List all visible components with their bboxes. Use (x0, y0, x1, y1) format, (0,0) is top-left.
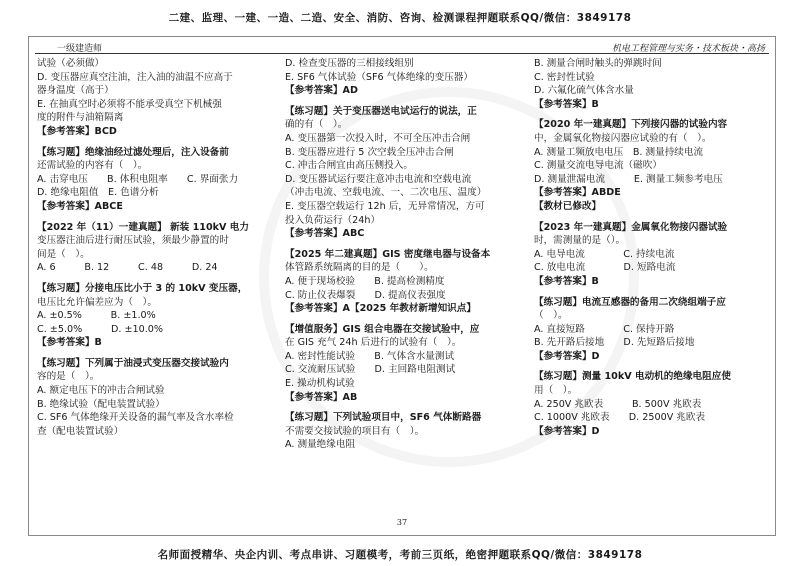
text-line: E. 操动机构试验 (285, 378, 355, 390)
text-line: 变压器注油后进行耐压试验，须最少静置的时 (37, 235, 229, 247)
text-line: 【练习题】下列属于油浸式变压器交接试验内 (37, 357, 229, 369)
text-line: 还需试验的内容有（ ）。 (37, 160, 148, 172)
text-line: 【增值服务】GIS 组合电器在交接试验中，应 (285, 323, 480, 335)
text-line: 确的有（ ）。 (285, 119, 348, 131)
text-line: A. 便于现场校验 B. 提高检测精度 (285, 275, 445, 287)
spacer (37, 275, 274, 282)
spacer (285, 241, 522, 248)
text-line: 【参考答案】D (534, 425, 600, 437)
text-line: 【练习题】电流互感器的备用二次绕组端子应 (534, 296, 726, 308)
document-page (28, 36, 776, 536)
text-line: 【练习题】关于变压器送电试运行的说法，正 (285, 105, 477, 117)
text-line: E. 在抽真空时必须将不能承受真空下机械强 (37, 98, 222, 110)
text-line: C. SF6 气体绝缘开关设备的漏气率及含水率检 (37, 412, 234, 424)
text-line: A. 测量工频放电电压 B. 测量持续电流 (534, 146, 704, 158)
text-line: 时，需测量的是（）。 (534, 235, 626, 247)
text-line: 【练习题】测量 10kV 电动机的绝缘电阻应使 (534, 371, 731, 383)
spacer (534, 111, 771, 118)
text-line: D. 测量泄漏电流 E. 测量工频参考电压 (534, 173, 723, 185)
text-line: A. 测量绝缘电阻 (285, 439, 356, 451)
text-line: A. 直接短路 C. 保持开路 (534, 323, 675, 335)
text-line: A. 6 B. 12 C. 48 D. 24 (37, 262, 218, 274)
column-right (534, 57, 771, 438)
text-line: 电压比允许偏差应为（ ）。 (37, 296, 157, 308)
text-line: D. 变压器试运行要注意冲击电流和空载电流 (285, 173, 472, 185)
text-line: E. 变压器空载运行 12h 后，无异常情况，方可 (285, 200, 485, 212)
text-line: C. 放电电流 D. 短路电流 (534, 262, 676, 274)
text-line: 中，金属氧化物接闪器应试验的有（ ）。 (534, 132, 712, 144)
spacer (285, 98, 522, 105)
text-line: D. 六氟化硫气体含水量 (534, 85, 634, 97)
spacer (37, 214, 274, 221)
text-line: 在 GIS 充气 24h 后进行的试验有（ ）。 (285, 337, 462, 349)
text-line: 【参考答案】B (534, 275, 599, 287)
text-line: B. 变压器应进行 5 次空载全压冲击合闸 (285, 146, 454, 158)
text-line: 间是（ ）。 (37, 248, 90, 260)
text-line: 【练习题】绝缘油经过滤处理后，注入设备前 (37, 146, 229, 158)
text-line: A. 250V 兆欧表 B. 500V 兆欧表 (534, 398, 702, 410)
promo-banner-bottom: 名师面授精华、央企内训、考点串讲、习题模考，考前三页纸，绝密押题联系QQ/微信：3849178 (157, 549, 643, 561)
text-line: C. 冲击合闸宜由高压侧投入。 (285, 160, 413, 172)
text-line: A. 电导电流 C. 持续电流 (534, 248, 675, 260)
text-line: 度的附件与油箱隔离 (37, 112, 124, 124)
text-line: B. 先开路后接地 D. 先短路后接地 (534, 337, 695, 349)
text-line: D. 检查变压器的三相接线组别 (285, 58, 414, 69)
text-line: 【参考答案】ABDE (534, 187, 621, 199)
text-line: 【参考答案】ABC (285, 228, 365, 240)
text-line: 【参考答案】D (534, 350, 600, 362)
text-line: 器身温度（高于） (37, 85, 114, 97)
header-left: 一级建造师 (57, 44, 103, 54)
text-line: 【教材已修改】 (534, 200, 602, 212)
text-line: C. 交流耐压试验 D. 主回路电阻测试 (285, 364, 456, 376)
text-line: C. 1000V 兆欧表 D. 2500V 兆欧表 (534, 412, 706, 424)
spacer (285, 404, 522, 411)
spacer (37, 139, 274, 146)
text-line: A. 额定电压下的冲击合闸试验 (37, 385, 165, 397)
text-line: 投入负荷运行（24h） (285, 214, 381, 226)
text-line: 不需要交接试验的项目有（ ）。 (285, 425, 425, 437)
text-line: 容的是（ ）。 (37, 371, 100, 383)
text-line: A. 密封性能试验 B. 气体含水量测试 (285, 350, 455, 362)
page-number: 37 (396, 518, 408, 527)
text-line: 【2022 年（11）一建真题】 新装 110kV 电力 (37, 221, 249, 233)
text-line: 【参考答案】B (534, 98, 599, 110)
promo-banner-top: 二建、监理、一建、一造、二造、安全、消防、咨询、检测课程押题联系QQ/微信：3849178 (168, 12, 632, 24)
text-line: C. 测量交流电导电流（磁吹） (534, 160, 662, 172)
spacer (37, 350, 274, 357)
spacer (534, 289, 771, 296)
text-line: （ ）。 (534, 310, 568, 322)
text-line: D. 变压器应真空注油，注入油的油温不应高于 (37, 71, 233, 83)
spacer (285, 316, 522, 323)
text-line: C. 密封性试验 (534, 71, 595, 83)
text-line: 试验（必须做） (37, 58, 105, 69)
text-line: A. ±0.5% B. ±1.0% (37, 310, 156, 322)
text-line: 【参考答案】BCD (37, 125, 117, 137)
text-line: 【参考答案】AD (285, 85, 358, 97)
text-line: E. SF6 气体试验（SF6 气体绝缘的变压器） (285, 71, 473, 83)
text-line: 查（配电装置试验） (37, 425, 124, 437)
text-line: 【2020 年一建真题】下列接闪器的试验内容 (534, 119, 728, 131)
text-line: 【2025 年二建真题】GIS 密度继电器与设备本 (285, 248, 491, 260)
text-line: 用（ ）。 (534, 385, 578, 397)
text-line: B. 测量合闸时触头的弹跳时间 (534, 58, 662, 69)
text-line: 【练习题】下列试验项目中，SF6 气体断路器 (285, 412, 482, 424)
text-line: C. ±5.0% D. ±10.0% (37, 323, 163, 335)
header-right: 机电工程管理与实务・技术板块・高扬 (611, 44, 765, 54)
text-line: A. 击穿电压 B. 体积电阻率 C. 界面张力 (37, 173, 239, 185)
spacer (534, 363, 771, 370)
text-line: 体管路系统隔离的目的是（ ）。 (285, 262, 434, 274)
text-line: C. 防止仪表爆裂 D. 提高仪表强度 (285, 289, 446, 301)
text-line: A. 变压器第一次投入时，不可全压冲击合闸 (285, 132, 471, 144)
text-line: B. 绝缘试验（配电装置试验） (37, 398, 165, 410)
text-line: 【参考答案】A【2025 年教材新增知识点】 (285, 303, 476, 315)
text-line: 【2023 年一建真题】金属氧化物接闪器试验 (534, 221, 728, 233)
text-line: 【参考答案】ABCE (37, 200, 123, 212)
spacer (534, 214, 771, 221)
column-middle (285, 57, 522, 452)
text-line: （冲击电流、空载电流、一、二次电压、温度） (285, 187, 487, 199)
text-line: D. 绝缘电阻值 E. 色谱分析 (37, 187, 159, 199)
column-left (37, 57, 274, 438)
header-divider (35, 53, 769, 54)
text-line: 【参考答案】AB (285, 391, 358, 403)
text-line: 【练习题】分接电压比小于 3 的 10kV 变压器， (37, 282, 248, 294)
text-line: 【参考答案】B (37, 337, 102, 349)
